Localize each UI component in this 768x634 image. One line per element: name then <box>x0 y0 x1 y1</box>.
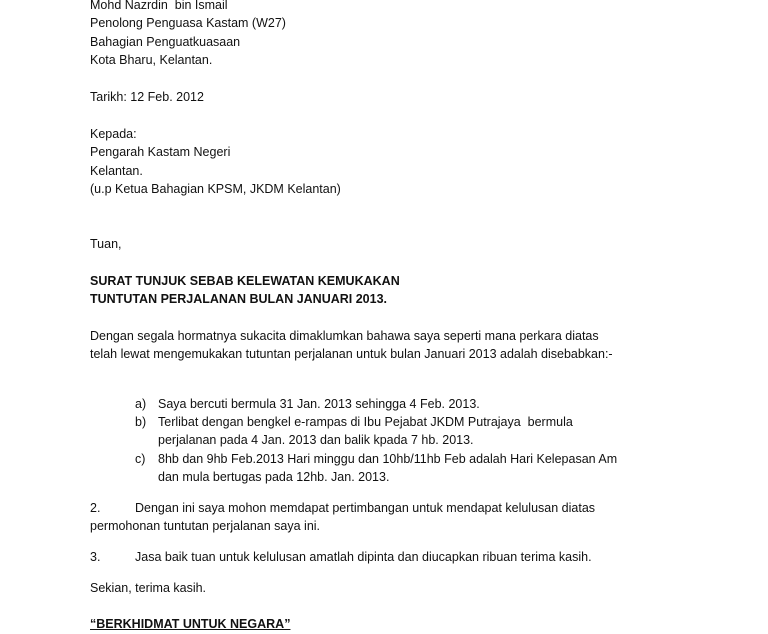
sender-location: Kota Bharu, Kelantan. <box>90 53 213 67</box>
intro-line-2: telah lewat mengemukakan tutuntan perjalanan untuk bulan Januari 2013 adalah disebabkan:- <box>90 347 613 361</box>
motto: “BERKHIDMAT UNTUK NEGARA” <box>90 617 291 631</box>
list-item-text: perjalanan pada 4 Jan. 2013 dan balik kpada 7 hb. 2013. <box>158 433 474 447</box>
sender-position: Penolong Penguasa Kastam (W27) <box>90 16 286 30</box>
recipient-line-2: Kelantan. <box>90 164 143 178</box>
intro-line-1: Dengan segala hormatnya sukacita dimaklumkan bahawa saya seperti mana perkara diatas <box>90 329 599 343</box>
list-item-text: 8hb dan 9hb Feb.2013 Hari minggu dan 10hb/11hb Feb adalah Hari Kelepasan Am <box>158 452 618 466</box>
sender-name: Mohd Nazrdin bin Ismail <box>90 0 228 12</box>
paragraph-line: Dengan ini saya mohon memdapat pertimbangan untuk mendapat kelulusan diatas <box>135 501 596 515</box>
paragraph-number: 3. <box>90 550 101 564</box>
list-item-label: b) <box>135 415 147 429</box>
closing-line: Sekian, terima kasih. <box>90 581 207 595</box>
list-item-label: c) <box>135 452 146 466</box>
paragraph-line: permohonan tuntutan perjalanan saya ini. <box>90 519 321 533</box>
salutation: Tuan, <box>90 237 122 251</box>
list-item-text: dan mula bertugas pada 12hb. Jan. 2013. <box>158 470 390 484</box>
sender-department: Bahagian Penguatkuasaan <box>90 35 241 49</box>
paragraph-line: Jasa baik tuan untuk kelulusan amatlah dipinta dan diucapkan ribuan terima kasih. <box>135 550 592 564</box>
subject-line-1: SURAT TUNJUK SEBAB KELEWATAN KEMUKAKAN <box>90 274 400 288</box>
recipient-line-1: Pengarah Kastam Negeri <box>90 145 231 159</box>
paragraph-number: 2. <box>90 501 101 515</box>
letter-date: Tarikh: 12 Feb. 2012 <box>90 90 204 104</box>
list-item-text: Saya bercuti bermula 31 Jan. 2013 sehingga 4 Feb. 2013. <box>158 397 480 411</box>
recipient-heading: Kepada: <box>90 127 137 141</box>
recipient-line-3: (u.p Ketua Bahagian KPSM, JKDM Kelantan) <box>90 182 341 196</box>
subject-line-2: TUNTUTAN PERJALANAN BULAN JANUARI 2013. <box>90 292 388 306</box>
list-item-label: a) <box>135 397 147 411</box>
list-item-text: Terlibat dengan bengkel e-rampas di Ibu Pejabat JKDM Putrajaya bermula <box>158 415 573 429</box>
